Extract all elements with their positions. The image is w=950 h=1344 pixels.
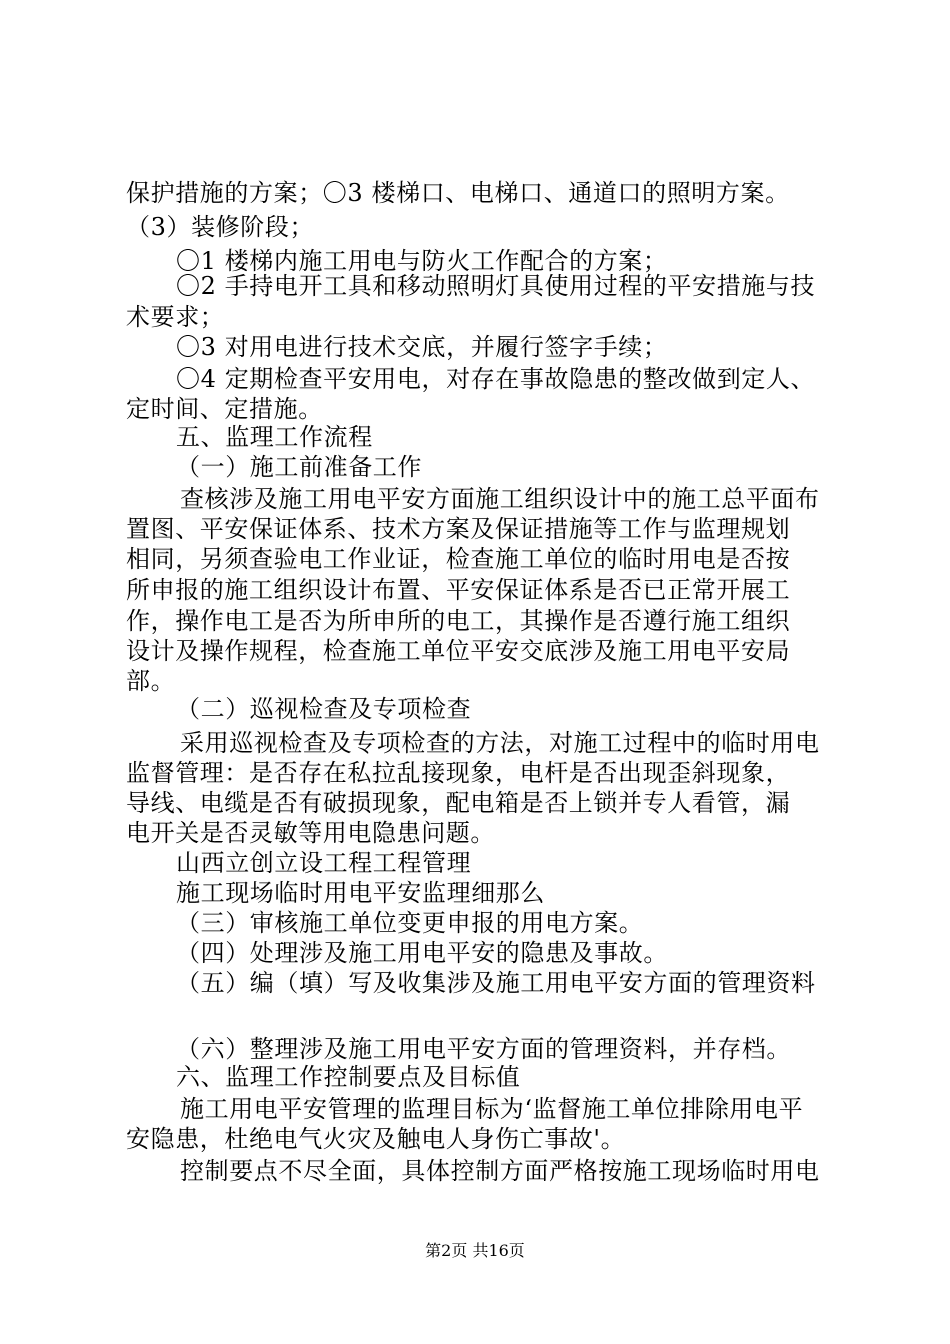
section-heading: 五、监理工作流程 — [176, 423, 373, 451]
text-line: 保护措施的方案；〇3 楼梯口、电梯口、通道口的照明方案。 — [126, 179, 790, 207]
list-item: 〇2 手持电开工具和移动照明灯具使用过程的平安措施与技 — [176, 272, 816, 300]
paragraph-line: 所申报的施工组织设计布置、平安保证体系是否已正常开展工 — [126, 576, 791, 604]
paragraph-line: 采用巡视检查及专项检查的方法，对施工过程中的临时用电 — [180, 729, 820, 757]
paragraph-line: 查核涉及施工用电平安方面施工组织设计中的施工总平面布 — [180, 485, 820, 513]
list-item: （三）审核施工单位变更申报的用电方案。 — [176, 909, 644, 937]
paragraph-line: 导线、电缆是否有破损现象，配电箱是否上锁并专人看管，漏 — [126, 789, 791, 817]
list-item: （四）处理涉及施工用电平安的隐患及事故。 — [176, 939, 668, 967]
paragraph-line: 置图、平安保证体系、技术方案及保证措施等工作与监理规划 — [126, 515, 791, 543]
subsection-heading: （一）施工前准备工作 — [176, 453, 422, 481]
paragraph-line: 设计及操作规程，检查施工单位平安交底涉及施工用电平安局 — [126, 637, 791, 665]
page-number-footer: 第2页 共16页 — [425, 1241, 525, 1260]
paragraph-line: 作，操作电工是否为所申所的电工，其操作是否遵行施工组织 — [126, 607, 791, 635]
list-item: 〇3 对用电进行技术交底，并履行签字手续； — [176, 333, 668, 361]
paragraph-line: 安隐患，杜绝电气火灾及触电人身伤亡事故'。 — [126, 1125, 626, 1153]
text-line: 定时间、定措施。 — [126, 395, 323, 423]
paragraph-line: 部。 — [126, 667, 176, 695]
paragraph-line: 监督管理：是否存在私拉乱接现象，电杆是否出现歪斜现象， — [126, 759, 791, 787]
list-item: 〇1 楼梯内施工用电与防火工作配合的方案； — [176, 247, 668, 275]
paragraph-line: 相同，另须查验电工作业证，检查施工单位的临时用电是否按 — [126, 545, 791, 573]
subsection-heading: （二）巡视检查及专项检查 — [176, 695, 472, 723]
paragraph-line: 施工用电平安管理的监理目标为‘监督施工单位排除用电平 — [180, 1095, 804, 1123]
paragraph-line: 电开关是否灵敏等用电隐患问题。 — [126, 819, 495, 847]
text-line: 山西立创立设工程工程管理 — [176, 849, 472, 877]
section-heading: 六、监理工作控制要点及目标值 — [176, 1063, 521, 1091]
section-heading: （3）装修阶段； — [126, 213, 315, 241]
text-line: 施工现场临时用电平安监理细那么 — [176, 879, 545, 907]
text-line: 术要求； — [126, 303, 225, 331]
list-item: （六）整理涉及施工用电平安方面的管理资料，并存档。 — [176, 1035, 791, 1063]
list-item: 〇4 定期检查平安用电，对存在事故隐患的整改做到定人、 — [176, 365, 816, 393]
list-item: （五）编（填）写及收集涉及施工用电平安方面的管理资料 — [176, 969, 816, 997]
paragraph-line: 控制要点不尽全面，具体控制方面严格按施工现场临时用电 — [180, 1157, 820, 1185]
